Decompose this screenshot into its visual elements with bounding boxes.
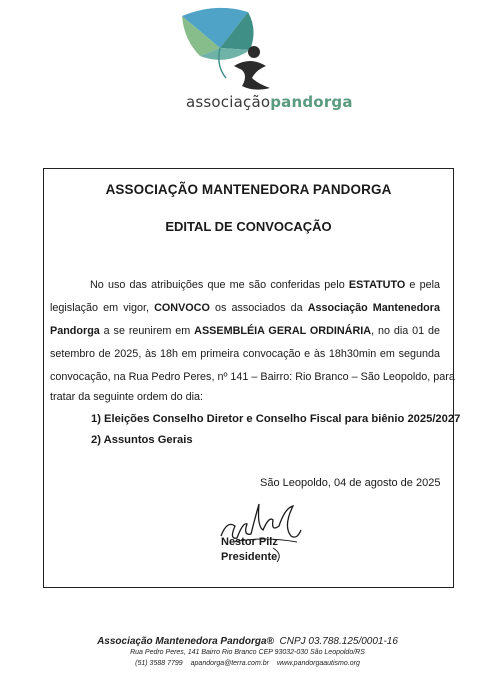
body-text: No uso das atribuições que me são conferidas pelo [90, 279, 349, 291]
footer-email: apandorga@terra.com.br [190, 660, 269, 667]
footer-phone: (51) 3588 7799 [135, 660, 183, 667]
body-line-4: setembro de 2025, às 18h em primeira convocação e às 18h30min em segunda [50, 348, 440, 360]
date-line: São Leopoldo, 04 de agosto de 2025 [260, 477, 441, 489]
body-text: legislação em vigor, [50, 302, 155, 314]
footer-cnpj: CNPJ 03.788.125/0001-16 [279, 636, 398, 647]
footer-address: Rua Pedro Peres, 141 Bairro Rio Branco CEP 93032-030 São Leopoldo/RS [130, 649, 365, 656]
logo-word-associacao: associação [186, 93, 271, 111]
footer-org: Associação Mantenedora Pandorga® [97, 636, 274, 647]
body-line-2 [50, 302, 440, 315]
body-text: os associados da [209, 302, 308, 314]
body-bold-pandorga: Pandorga [50, 325, 100, 337]
body-text: a se reunirem em [99, 325, 195, 337]
body-line-5: convocação, na Rua Pedro Peres, nº 141 – Bairro: Rio Branco – São Leopoldo, para [50, 371, 455, 383]
document-title: ASSOCIAÇÃO MANTENEDORA PANDORGA [105, 182, 392, 197]
body-bold-assembly: ASSEMBLÉIA GERAL ORDINÁRIA [194, 325, 372, 337]
signer-name: Nestor Pilz [221, 536, 278, 548]
logo-wordmark [186, 93, 353, 111]
footer-line-1 [60, 636, 435, 647]
footer-site: www.pandorgaautismo.org [276, 660, 360, 667]
document-subtitle: EDITAL DE CONVOCAÇÃO [165, 219, 332, 234]
footer-contacts [60, 660, 435, 667]
logo-word-pandorga: pandorga [270, 93, 353, 111]
body-bold-association: Associação Mantenedora [307, 302, 440, 314]
body-bold-estatuto: ESTATUTO [348, 279, 406, 291]
body-line-3 [50, 325, 440, 338]
agenda-item-1: 1) Eleições Conselho Diretor e Conselho Fiscal para biênio 2025/2027 [91, 413, 461, 425]
body-line-6: tratar da seguinte ordem do dia: [50, 391, 204, 403]
body-line-1 [50, 279, 440, 292]
body-text: e pela [405, 279, 440, 291]
signer-role: Presidente [221, 551, 278, 563]
body-text: , no dia 01 de [371, 325, 440, 337]
agenda-item-2: 2) Assuntos Gerais [91, 434, 193, 446]
body-bold-convoco: CONVOCO [154, 302, 210, 314]
